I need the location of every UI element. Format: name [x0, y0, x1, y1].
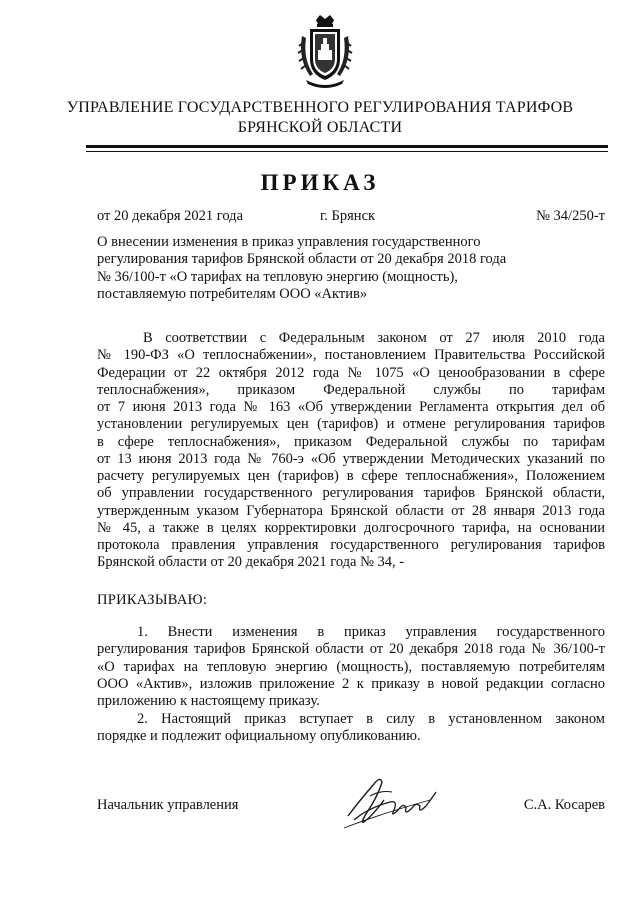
- preamble-paragraph: [97, 330, 605, 572]
- preamble-line: № 45, а также в целях корректировки долгосрочного тарифа, на основании: [97, 519, 605, 536]
- preamble-line: утвержденным указом Губернатора Брянской области от 28 января 2013 года: [97, 502, 605, 519]
- preamble-line: № 190-ФЗ «О теплоснабжении», постановлением Правительства Российской: [97, 347, 605, 364]
- order-city: г. Брянск: [320, 208, 376, 224]
- item2-line: 2. Настоящий приказ вступает в силу в установленном законом: [137, 711, 605, 727]
- order-item-2: [97, 711, 605, 746]
- signature-icon: [340, 770, 446, 832]
- item2-line: порядке и подлежит официальному опубликованию.: [97, 728, 421, 745]
- signatory-name: С.А. Косарев: [523, 797, 605, 813]
- preamble-line: теплоснабжения», приказом Федеральной службы по тарифам: [97, 381, 605, 398]
- coat-of-arms-icon: [296, 14, 354, 90]
- preamble-line: от 13 июня 2013 года № 760-э «Об утверждении Методических указаний по: [97, 450, 605, 467]
- preamble-line: В соответствии с Федеральным законом от 27 июля 2010 года: [143, 330, 605, 346]
- subject-line: регулирования тарифов Брянской области от 20 декабря 2018 года: [97, 251, 507, 268]
- subject-line: поставляемую потребителям ООО «Актив»: [97, 285, 368, 302]
- preamble-line: об управлении государственного регулирования тарифов Брянской области,: [97, 485, 605, 502]
- preamble-line: установлении регулируемых цен (тарифов) и отмене регулирования тарифов: [97, 416, 605, 433]
- document-title: ПРИКАЗ: [260, 170, 380, 195]
- preamble-line: Брянской области от 20 декабря 2021 года № 34, -: [97, 554, 405, 571]
- item1-line: 1. Внести изменения в приказ управления государственного: [137, 624, 605, 640]
- preamble-line: Федерации от 22 октября 2012 года № 1075 «О ценообразовании в сфере: [97, 364, 605, 381]
- preamble-line: протокола правления управления государственного регулирования тарифов: [97, 537, 605, 553]
- organization-name-line1: УПРАВЛЕНИЕ ГОСУДАРСТВЕННОГО РЕГУЛИРОВАНИЯ ТАРИФОВ: [66, 99, 574, 116]
- preamble-line: расчету регулируемых цен (тарифов) в сфере теплоснабжения», Положением: [97, 468, 605, 484]
- organization-name-line2: БРЯНСКОЙ ОБЛАСТИ: [237, 119, 403, 136]
- order-date: от 20 декабря 2021 года: [97, 208, 243, 224]
- order-word: ПРИКАЗЫВАЮ:: [97, 592, 208, 608]
- order-subject: [97, 234, 537, 303]
- header-rule-thick: [86, 145, 608, 148]
- preamble-line: от 7 июня 2013 года № 163 «Об утверждении Регламента открытия дел об: [97, 399, 605, 415]
- item1-line: «О тарифах на тепловую энергию (мощность), поставляемую потребителям: [97, 658, 605, 675]
- item1-line: ООО «Актив», изложив приложение 2 к приказу в новой редакции согласно: [97, 675, 605, 692]
- item1-line: регулирования тарифов Брянской области от 20 декабря 2018 года № 36/100-т: [97, 641, 605, 658]
- order-item-1: [97, 624, 605, 710]
- header-rule-thin: [86, 151, 608, 152]
- signatory-position: Начальник управления: [97, 797, 239, 813]
- subject-line: № 36/100-т «О тарифах на тепловую энергию (мощность),: [97, 268, 458, 285]
- subject-line: О внесении изменения в приказ управления государственного: [97, 234, 481, 250]
- preamble-line: в сфере теплоснабжения», приказом Федеральной службы по тарифам: [97, 433, 605, 450]
- order-number: № 34/250-т: [536, 208, 605, 224]
- item1-line: приложению к настоящему приказу.: [97, 693, 320, 709]
